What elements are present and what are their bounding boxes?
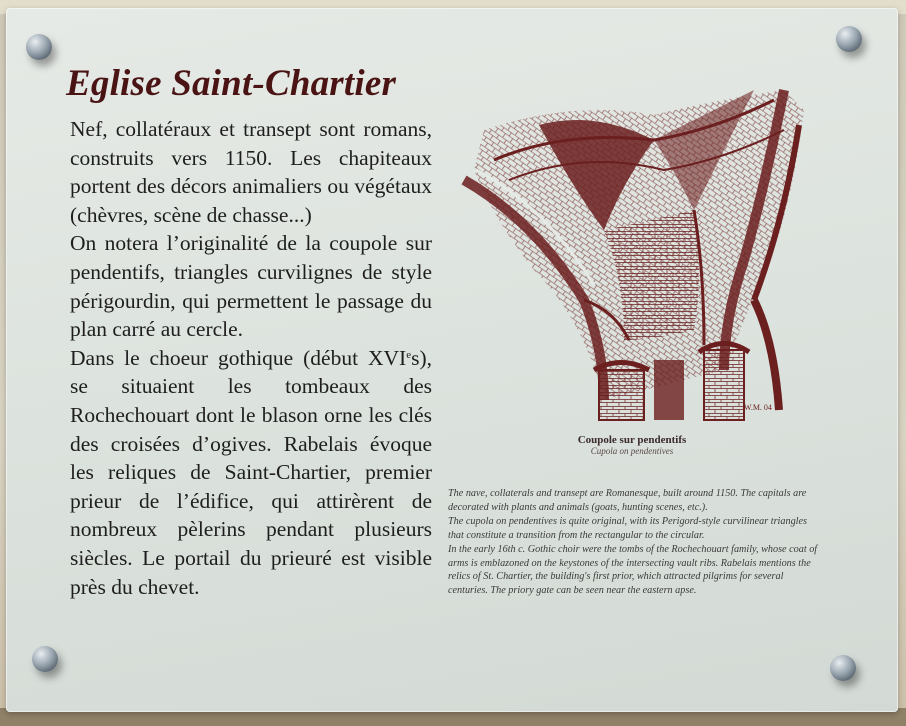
english-text <box>448 487 818 598</box>
screw-icon <box>836 26 862 52</box>
french-paragraph <box>70 344 432 601</box>
french-paragraph: Nef, collatéraux et transept sont romans, construits vers 1150. Les chapiteaux portent des décors animaliers ou végétaux (chèvres, scène de chasse...) <box>70 117 432 227</box>
french-text <box>70 115 432 601</box>
french-paragraph-part: s), se situaient les tombeaux des Rochechouart dont le blason orne les clés des croisées d’ogives. Rabelais évoque les reliques de Saint-Chartier, premier prieur de l’édifice, qui attirèrent de nombreux pèlerins pendant plusieurs siècles. Le portail du prieuré est visible près du chevet. <box>70 345 432 599</box>
screw-icon <box>32 646 58 672</box>
cupola-illustration <box>454 70 824 426</box>
illustration-caption: Coupole sur pendentifs <box>577 434 687 446</box>
french-paragraph: On notera l’originalité de la coupole sur pendentifs, triangles curvilignes de style périgourdin, qui permettent le passage du plan carré au cercle. <box>70 231 432 342</box>
page-title: Eglise Saint-Chartier <box>66 63 397 104</box>
screw-icon <box>830 655 856 681</box>
english-paragraph: In the early 16th c. Gothic choir were the tombs of the Rochechouart family, whose coat of arms is emblazoned on the keystones of the intersecting vault ribs. Rabelais mentions the relics of St. Chartier, the building's first prior, which attracted pilgrims for several centuries. The priory gate can be seen near the eastern apse. <box>448 543 818 597</box>
cupola-drawing <box>454 70 824 426</box>
illustration-caption-translation: Cupola on pendentives <box>590 446 674 456</box>
screw-icon <box>26 34 52 60</box>
english-paragraph: The cupola on pendentives is quite original, with its Perigord-style curvilinear triangles that constitute a transition from the rectangular to the circular. <box>448 515 807 541</box>
french-paragraph-part: Dans le choeur gothique (début XVI <box>70 345 407 370</box>
superscript: e <box>406 348 412 361</box>
english-paragraph: The nave, collaterals and transept are Romanesque, built around 1150. The capitals are decorated with plants and animals (goats, hunting scenes, etc.). <box>448 488 807 513</box>
illustration-signature: W.M. 04 <box>744 403 772 412</box>
